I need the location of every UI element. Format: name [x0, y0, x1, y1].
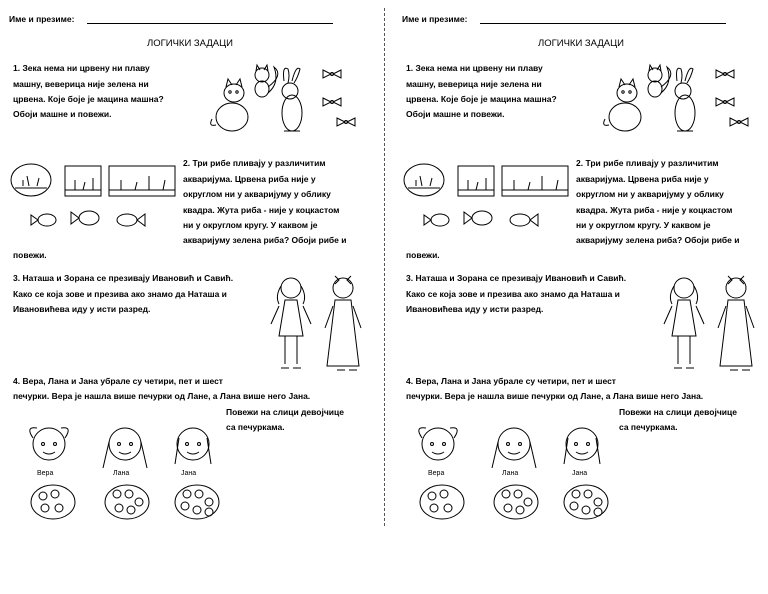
name-label: Име и презиме: — [9, 14, 75, 24]
task1-line1: 1. Зека нема ни црвену ни плаву — [406, 63, 543, 73]
task4-line4: са печуркама. — [226, 422, 285, 432]
girl-caption-lana: Лана — [502, 470, 519, 477]
task4-line2: печурки. Вера је нашла више печурки од Лане, а Лана више него Јана. — [406, 391, 704, 401]
girl-caption-vera: Вера — [37, 470, 54, 477]
girls-faces-illustration — [412, 418, 617, 470]
task3-line3: Ивановићева иду у исти разред. — [406, 304, 544, 314]
page-divider — [384, 8, 385, 526]
task1-line2: машну, веверица није зелена ни — [406, 79, 542, 89]
task3-line1: 3. Наташа и Зорана се презивају Ивановић и Савић. — [406, 273, 627, 283]
cat-head — [224, 84, 244, 102]
task1-line3: црвена. Које боје је мацина машна? — [13, 94, 164, 104]
aquariums-and-fish — [9, 162, 179, 234]
task2-line4: квадра. Жута риба - није у коцкастом — [183, 205, 340, 215]
task1-line4: Обоји машне и повежи. — [406, 109, 505, 119]
mushroom-groups-illustration — [29, 482, 229, 522]
girl-caption-lana: Лана — [113, 470, 130, 477]
task1-line2: машну, веверица није зелена ни — [13, 79, 149, 89]
task3-line2: Како се која зове и презива ако знамо да Наташа и — [406, 289, 620, 299]
task1-line1: 1. Зека нема ни црвену ни плаву — [13, 63, 150, 73]
task2-line2: акваријума. Црвена риба није у — [183, 174, 316, 184]
task1-line3: црвена. Које боје је мацина машна? — [406, 94, 557, 104]
task2-line5: ни у округлом кругу. У каквом је — [183, 220, 318, 230]
task2-line3: округлом ни у акваријуму у облику — [183, 189, 331, 199]
task4-line1: 4. Вера, Лана и Јана убрале су четири, пет и шест — [406, 376, 616, 386]
aquariums-and-fish — [402, 162, 572, 234]
worksheet-title: ЛОГИЧКИ ЗАДАЦИ — [538, 38, 624, 49]
girl-caption-jana: Јана — [572, 470, 588, 477]
task3-line1: 3. Наташа и Зорана се презивају Ивановић и Савић. — [13, 273, 234, 283]
girl-caption-jana: Јана — [181, 470, 197, 477]
name-line[interactable] — [87, 23, 333, 24]
task4-line3: Повежи на слици девојчице — [226, 407, 344, 417]
animals-illustration — [204, 65, 314, 140]
girls-faces-illustration — [23, 418, 228, 470]
worksheet-left — [9, 0, 384, 594]
bows-illustration — [321, 68, 357, 134]
animals-illustration — [597, 65, 707, 140]
task2-line2: акваријума. Црвена риба није у — [576, 174, 709, 184]
task2-line6: акваријуму зелена риба? Обоји рибе и — [576, 235, 740, 245]
bows-illustration — [714, 68, 750, 134]
task2-line7: повежи. — [13, 250, 47, 260]
task4-line3: Повежи на слици девојчице — [619, 407, 737, 417]
round-aquarium — [11, 164, 51, 196]
task2-line1: 2. Три рибе пливају у различитим — [183, 158, 326, 168]
task2-line6: акваријуму зелена риба? Обоји рибе и — [183, 235, 347, 245]
task2-line7: повежи. — [406, 250, 440, 260]
two-girls-illustration — [271, 274, 371, 374]
name-line[interactable] — [480, 23, 726, 24]
task4-line2: печурки. Вера је нашла више печурки од Лане, а Лана више него Јана. — [13, 391, 311, 401]
two-girls-illustration — [664, 274, 764, 374]
mushroom-groups-illustration — [418, 482, 618, 522]
task3-line2: Како се која зове и презива ако знамо да Наташа и — [13, 289, 227, 299]
name-label: Име и презиме: — [402, 14, 468, 24]
worksheet-right — [402, 0, 768, 594]
task2-line1: 2. Три рибе пливају у различитим — [576, 158, 719, 168]
worksheet-title: ЛОГИЧКИ ЗАДАЦИ — [147, 38, 233, 49]
task2-line5: ни у округлом кругу. У каквом је — [576, 220, 711, 230]
girl-caption-vera: Вера — [428, 470, 445, 477]
task3-line3: Ивановићева иду у исти разред. — [13, 304, 151, 314]
cube-aquarium — [65, 166, 101, 196]
task2-line3: округлом ни у акваријуму у облику — [576, 189, 724, 199]
task4-line1: 4. Вера, Лана и Јана убрале су четири, пет и шест — [13, 376, 223, 386]
task1-line4: Обоји машне и повежи. — [13, 109, 112, 119]
task4-line4: са печуркама. — [619, 422, 678, 432]
task2-line4: квадра. Жута риба - није у коцкастом — [576, 205, 733, 215]
